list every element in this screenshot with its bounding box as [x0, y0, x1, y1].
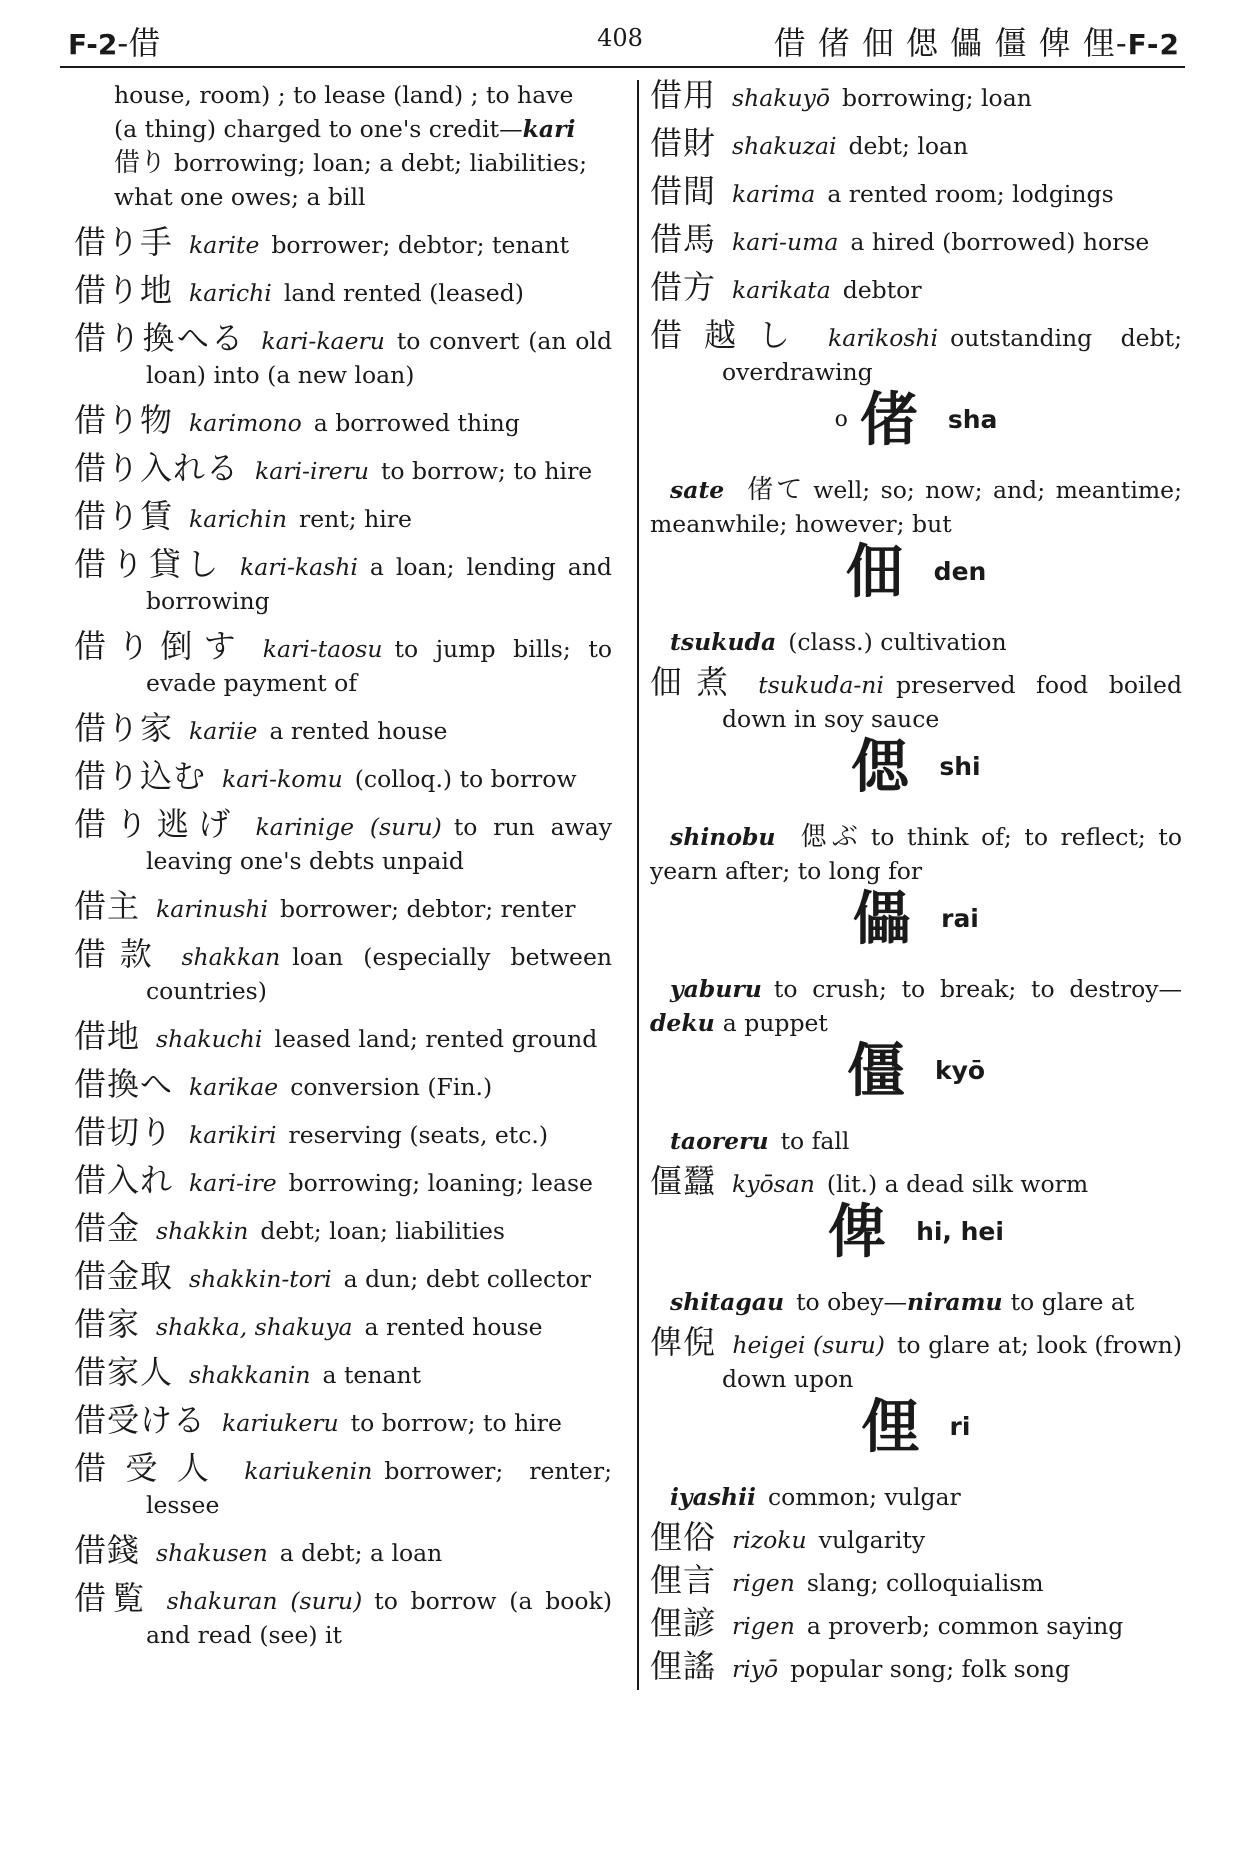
dictionary-entry — [74, 807, 612, 878]
head-reading: den — [933, 556, 987, 586]
intro-line-1: house, room) ; to lease (land) ; to have — [114, 81, 574, 109]
entry-kanji: 借間 — [650, 172, 717, 210]
entry-kanji: 借り込む — [74, 757, 207, 795]
head-para-bold: iyashii — [670, 1483, 756, 1511]
head-kanji: 儡 — [853, 884, 912, 953]
entry-kanji: 借主 — [74, 887, 141, 925]
head-para-text: to think of; to reflect; to yearn after; to long for — [650, 823, 1182, 885]
entry-definition: to borrow (a book) and read (see) it — [146, 1587, 612, 1649]
head-para-text: well; so; now; and; meantime; meanwhile; however; but — [650, 476, 1182, 538]
entry-romanization: kari-ire — [189, 1169, 277, 1197]
head-section — [650, 385, 1182, 541]
entry-romanization: rigen — [732, 1612, 795, 1640]
head-para-text: to fall — [780, 1127, 850, 1155]
entry-kanji: 僵蠶 — [650, 1162, 717, 1200]
header-right — [774, 18, 1180, 64]
entry-kanji: 借家 — [74, 1305, 141, 1343]
entry-kanji: 俚謠 — [650, 1647, 717, 1685]
entry-definition: a hired (borrowed) horse — [850, 228, 1150, 256]
entry-kanji: 佃煮 — [650, 663, 743, 701]
entry-definition: rent; hire — [298, 505, 412, 533]
dictionary-entry — [74, 499, 612, 536]
head-paragraph — [650, 625, 1182, 659]
entry-kanji: 借款 — [74, 935, 166, 973]
intro-bold: kari — [522, 115, 576, 143]
entry-kanji: 借方 — [650, 268, 717, 306]
dictionary-entry — [74, 1115, 612, 1152]
entry-kanji: 借切り — [74, 1113, 174, 1151]
intro-line-2: (a thing) charged to one's credit—kari — [114, 115, 576, 143]
head-section — [650, 1036, 1182, 1201]
entry-definition: (lit.) a dead silk worm — [826, 1170, 1089, 1198]
entry-romanization: karikiri — [189, 1121, 277, 1149]
dictionary-entry — [650, 1164, 1182, 1201]
entry-definition: vulgarity — [818, 1526, 926, 1554]
entry-kanji: 借地 — [74, 1017, 141, 1055]
head-section — [650, 1197, 1182, 1396]
head-paragraph — [650, 1285, 1182, 1319]
head-reading: kyō — [934, 1055, 986, 1085]
head-character — [650, 1197, 1182, 1277]
head-para-text: to crush; to break; to destroy— — [773, 975, 1182, 1003]
header-left-code: F-2 — [68, 28, 118, 61]
head-kanji: 僵 — [846, 1036, 905, 1105]
dictionary-entry — [650, 270, 1182, 307]
entry-definition: debt; loan — [848, 132, 969, 160]
entry-kanji: 借り換へる — [74, 319, 246, 357]
head-section — [650, 732, 1182, 888]
entry-kanji: 借り物 — [74, 401, 174, 439]
entry-kanji: 借り貸し — [74, 545, 224, 583]
entry-romanization: kari-komu — [222, 765, 343, 793]
header-right-code: F-2 — [1127, 28, 1180, 61]
entry-romanization: karimono — [189, 409, 302, 437]
head-para-bold: yaburu — [670, 975, 762, 1003]
entry-kanji: 借入れ — [74, 1161, 174, 1199]
entry-definition: land rented (leased) — [283, 279, 524, 307]
entry-kanji: 借り倒す — [74, 627, 247, 665]
head-reading: hi, hei — [916, 1216, 1004, 1246]
header-rule — [60, 66, 1185, 68]
entry-romanization: heigei (suru) — [732, 1331, 885, 1359]
entry-romanization: shakuyō — [732, 84, 831, 112]
entry-definition: preserved food boiled down in soy sauce — [722, 671, 1182, 733]
entry-romanization: karima — [732, 180, 816, 208]
head-kanji: 佃 — [845, 537, 904, 606]
entry-kanji: 俚諺 — [650, 1604, 717, 1642]
entry-definition: a debt; a loan — [279, 1539, 443, 1567]
head-kanji: 偖 — [859, 385, 918, 454]
head-section — [650, 1392, 1182, 1686]
head-section — [650, 537, 1182, 736]
entry-romanization: kariukeru — [222, 1409, 339, 1437]
head-para-kanji: 偲ぶ — [795, 822, 863, 852]
head-reading: sha — [947, 404, 998, 434]
head-para-bold2: deku — [650, 1009, 715, 1037]
entry-romanization: shakuran (suru) — [166, 1587, 363, 1615]
dictionary-entry — [650, 222, 1182, 259]
dictionary-entry — [650, 1649, 1182, 1686]
head-kanji: 俚 — [861, 1392, 920, 1461]
dictionary-entry — [74, 1019, 612, 1056]
header-right-dash: - — [1115, 24, 1128, 62]
entry-definition: borrower; debtor; renter — [280, 895, 576, 923]
intro-line-4: what one owes; a bill — [114, 183, 366, 211]
entry-kanji: 借受人 — [74, 1449, 229, 1487]
entry-romanization: shakuzai — [732, 132, 837, 160]
dictionary-entry — [74, 321, 612, 392]
head-para-text: common; vulgar — [767, 1483, 961, 1511]
dictionary-entry — [74, 1533, 612, 1570]
entry-romanization: kariie — [189, 717, 258, 745]
head-para-bold: shinobu — [670, 823, 776, 851]
head-character — [650, 1036, 1182, 1116]
head-paragraph — [650, 972, 1182, 1040]
entry-definition: borrowing; loan — [842, 84, 1032, 112]
dictionary-entry — [74, 629, 612, 700]
entry-romanization: shakuchi — [156, 1025, 263, 1053]
entry-romanization: karinushi — [156, 895, 268, 923]
entry-romanization: shakkin — [156, 1217, 249, 1245]
page-number: 408 — [597, 24, 643, 52]
entry-definition: loan (especially between countries) — [146, 943, 612, 1005]
entry-romanization: shakusen — [156, 1539, 268, 1567]
head-para-bold: taoreru — [670, 1127, 769, 1155]
entry-kanji: 借り家 — [74, 709, 174, 747]
header-left-dash: - — [117, 24, 129, 62]
dictionary-entry — [650, 1606, 1182, 1643]
entry-definition: a proverb; common saying — [806, 1612, 1124, 1640]
dictionary-entry — [650, 174, 1182, 211]
dictionary-entry — [74, 1259, 612, 1296]
dictionary-entry — [74, 1581, 612, 1652]
header-right-kanji: 借 偖 佃 偲 儡 僵 俾 俚 — [773, 24, 1116, 62]
head-kanji: 偲 — [851, 732, 910, 801]
head-reading: ri — [949, 1411, 971, 1441]
entry-romanization: rizoku — [732, 1526, 807, 1554]
entry-kanji: 借り逃げ — [74, 805, 240, 843]
head-reading: shi — [939, 751, 981, 781]
entry-kanji: 借財 — [650, 124, 717, 162]
entry-romanization: kyōsan — [732, 1170, 815, 1198]
entry-romanization: rigen — [732, 1569, 795, 1597]
entry-definition: borrower; renter; lessee — [146, 1457, 612, 1519]
dictionary-entry — [650, 1563, 1182, 1600]
head-kanji: 俾 — [828, 1197, 887, 1266]
entry-romanization: kari-kashi — [239, 553, 358, 581]
dictionary-entry — [74, 711, 612, 748]
entry-romanization: karinige (suru) — [255, 813, 442, 841]
dictionary-entry — [650, 1520, 1182, 1557]
dictionary-entry — [74, 1355, 612, 1392]
entry-kanji: 借換へ — [74, 1065, 174, 1103]
head-para-text: (class.) cultivation — [788, 628, 1007, 656]
entry-definition: a rented house — [269, 717, 448, 745]
head-mark: o — [834, 406, 848, 432]
head-paragraph — [650, 820, 1182, 888]
entry-romanization: kari-ireru — [255, 457, 369, 485]
head-section — [650, 884, 1182, 1040]
entry-kanji: 借越し — [650, 316, 812, 354]
entry-definition: a tenant — [322, 1361, 422, 1389]
head-para-kanji: 偖て — [744, 475, 806, 505]
head-character — [650, 385, 1182, 465]
dictionary-entry — [74, 451, 612, 488]
entry-romanization: karikae — [189, 1073, 279, 1101]
head-paragraph — [650, 473, 1182, 541]
entry-kanji: 俚俗 — [650, 1518, 717, 1556]
right-column — [650, 78, 1182, 1686]
entry-romanization: karichin — [189, 505, 287, 533]
dictionary-entry — [74, 1451, 612, 1522]
dictionary-entry — [74, 1163, 612, 1200]
head-para-bold: sate — [670, 476, 725, 504]
column-divider — [637, 80, 639, 1690]
entry-romanization: karite — [189, 231, 260, 259]
entry-romanization: kari-uma — [732, 228, 839, 256]
entry-definition: a borrowed thing — [313, 409, 520, 437]
head-para-bold: shitagau — [670, 1288, 785, 1316]
entry-definition: slang; colloquialism — [806, 1569, 1044, 1597]
entry-definition: (colloq.) to borrow — [354, 765, 577, 793]
head-para-text2: a puppet — [722, 1009, 828, 1037]
intro-line-3: 借り borrowing; loan; a debt; liabilities; — [114, 148, 587, 178]
entry-romanization: kari-taosu — [262, 635, 383, 663]
head-character — [650, 732, 1182, 812]
dictionary-entry — [74, 403, 612, 440]
entry-definition: popular song; folk song — [790, 1655, 1071, 1683]
head-character — [650, 1392, 1182, 1472]
entry-definition: leased land; rented ground — [274, 1025, 598, 1053]
dictionary-entry — [74, 937, 612, 1008]
entry-kanji: 借り入れる — [74, 449, 240, 487]
entry-definition: borrower; debtor; tenant — [271, 231, 570, 259]
entry-romanization: shakkanin — [189, 1361, 311, 1389]
entry-definition: conversion (Fin.) — [290, 1073, 493, 1101]
left-column — [74, 78, 612, 1652]
entry-definition: a dun; debt collector — [343, 1265, 591, 1293]
entry-kanji: 借用 — [650, 76, 717, 114]
head-character — [650, 537, 1182, 617]
entry-kanji: 借り地 — [74, 271, 174, 309]
dictionary-entry — [74, 1067, 612, 1104]
entry-definition: reserving (seats, etc.) — [288, 1121, 549, 1149]
entry-romanization: karikoshi — [827, 324, 939, 352]
entry-definition: to borrow; to hire — [380, 457, 593, 485]
entry-definition: outstanding debt; overdrawing — [722, 324, 1182, 386]
dictionary-entry — [74, 759, 612, 796]
head-character — [650, 884, 1182, 964]
dictionary-entry — [74, 889, 612, 926]
entry-definition: borrowing; loaning; lease — [288, 1169, 593, 1197]
entry-romanization: karichi — [189, 279, 272, 307]
head-para-text: to obey— — [796, 1288, 908, 1316]
entry-romanization: shakkan — [181, 943, 281, 971]
entry-kanji: 借覧 — [74, 1579, 151, 1617]
head-paragraph — [650, 1480, 1182, 1514]
dictionary-entry — [650, 665, 1182, 736]
header-left-kanji: 借 — [128, 24, 161, 62]
head-para-bold2: niramu — [907, 1288, 1003, 1316]
dictionary-entry — [74, 1211, 612, 1248]
entry-romanization: kari-kaeru — [261, 327, 385, 355]
entry-kanji: 俚言 — [650, 1561, 717, 1599]
entry-romanization: kariukenin — [244, 1457, 373, 1485]
entry-romanization: riyō — [732, 1655, 779, 1683]
dictionary-entry — [650, 1325, 1182, 1396]
entry-kanji: 借金 — [74, 1209, 141, 1247]
dictionary-entry — [74, 225, 612, 262]
entry-kanji: 借り手 — [74, 223, 174, 261]
entry-romanization: shakka, shakuya — [156, 1313, 353, 1341]
left-entries — [74, 225, 612, 1652]
dictionary-entry — [650, 318, 1182, 389]
head-para-text2: to glare at — [1010, 1288, 1135, 1316]
head-paragraph — [650, 1124, 1182, 1158]
entry-definition: a rented house — [364, 1313, 543, 1341]
dictionary-entry — [74, 547, 612, 618]
entry-definition: a loan; lending and borrowing — [146, 553, 612, 615]
right-head-sections — [650, 385, 1182, 1686]
right-top-entries — [650, 78, 1182, 389]
dictionary-entry — [650, 126, 1182, 163]
dictionary-entry — [650, 78, 1182, 115]
dictionary-entry — [74, 1307, 612, 1344]
head-para-bold: tsukuda — [670, 628, 777, 656]
entry-definition: to borrow; to hire — [350, 1409, 562, 1437]
entry-romanization: shakkin-tori — [189, 1265, 332, 1293]
dictionary-entry — [74, 273, 612, 310]
page-header — [60, 18, 1180, 62]
entry-kanji: 借馬 — [650, 220, 717, 258]
entry-kanji: 借金取 — [74, 1257, 174, 1295]
entry-romanization: tsukuda-ni — [758, 671, 884, 699]
dictionary-entry — [74, 1403, 612, 1440]
entry-definition: to run away leaving one's debts unpaid — [146, 813, 612, 875]
entry-romanization: karikata — [732, 276, 831, 304]
entry-definition: debtor — [842, 276, 922, 304]
entry-kanji: 借家人 — [74, 1353, 174, 1391]
entry-definition: to convert (an old loan) into (a new loan) — [146, 327, 612, 389]
head-reading: rai — [941, 903, 979, 933]
entry-kanji: 借錢 — [74, 1531, 141, 1569]
entry-kanji: 借り賃 — [74, 497, 174, 535]
entry-kanji: 借受ける — [74, 1401, 207, 1439]
entry-kanji: 俾倪 — [650, 1323, 717, 1361]
entry-definition: a rented room; lodgings — [827, 180, 1114, 208]
entry-definition: to glare at; look (frown) down upon — [722, 1331, 1182, 1393]
entry-definition: debt; loan; liabilities — [260, 1217, 505, 1245]
entry-definition: to jump bills; to evade payment of — [146, 635, 612, 697]
